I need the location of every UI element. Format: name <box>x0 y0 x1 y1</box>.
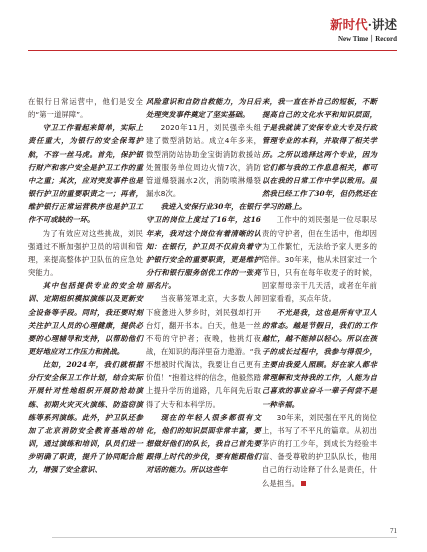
paragraph-text: 在银行日常运营中，他们是安全的“第一道屏障”。 <box>28 97 143 120</box>
masthead <box>330 18 397 44</box>
article-column-1 <box>28 95 143 477</box>
paragraph <box>146 411 261 477</box>
paragraph <box>262 95 377 213</box>
paragraph <box>262 411 377 490</box>
section-name: 讲述 <box>371 17 397 32</box>
article-column-3 <box>262 95 377 490</box>
magazine-name: 新时代 <box>330 17 368 32</box>
paragraph <box>28 121 143 226</box>
masthead-subtitle: New Time｜Record <box>337 35 397 43</box>
paragraph-text: 30年来，刘民强在平凡的岗位上，书写了不平凡的篇章。从初出茅庐的打工少年，到成长为经验丰富、备受尊敬的护卫队队长，他用自己的行动诠释了什么是责任，什么是担当。 <box>262 412 377 488</box>
paragraph-text: 不光是我，这也是所有守卫人的常态。越是节假日，我们的工作越忙，越不能掉以轻心。所以在孩子的成长过程中，我参与得很少，主要由我爱人照顾。好在家人都非常理解和支持我的工作，人能为自己喜欢的事业奋斗一辈子何尝不是一种幸福。 <box>262 307 377 409</box>
footer-rule <box>52 537 397 538</box>
paragraph-text: 其中包括提供专业的安全培训、定期组织模拟演练以及更新安全设备等手段。同时，我还要时刻关注护卫人员的心理健康，提供必要的心理辅导和支持，以帮助他们更好地应对工作压力和挑战。 <box>28 281 143 356</box>
masthead-separator: · <box>367 17 372 32</box>
paragraph-text: 为了有效应对这些挑战，刘民强通过不断加强护卫员的培训和管理，来提高整体护卫队伍的应急处突能力。 <box>28 228 143 278</box>
paragraph-text: 守卫工作看起来简单，实际上责任重大，为银行的安全保驾护航，不容一丝马虎。首先，保护银行财产和客户安全是护卫工作的重中之重；其次，应对突发事件也是银行护卫的重要职责之一；再者，维护银行正常运营秩序也是护卫工作不可或缺的一环。 <box>28 123 143 225</box>
paragraph <box>28 279 143 358</box>
paragraph <box>28 227 143 280</box>
paragraph <box>28 358 143 476</box>
paragraph <box>146 95 261 121</box>
end-of-article-mark <box>301 481 306 486</box>
paragraph-text: 当夜幕笼罩北京，大多数人卸下疲惫进入梦乡时，刘民强却打开台灯，翻开书本。白天，他是一丝不苟的守护者；夜晚，他挑灯夜战，在知识的海洋里奋力遨游。“我不想被时代淘汰，我要让自己更有价值！”抱着这样的信念，他毅然踏上提升学历的道路，几年间先后取得了大专和本科学历。 <box>146 294 261 409</box>
paragraph <box>262 306 377 411</box>
masthead-title <box>330 18 397 32</box>
paragraph <box>146 121 261 200</box>
paragraph-text: 比如，2024年，我们就根据分行安全保卫工作计划，结合实际开展针对性地组织开展防抢劫演练、初期火灾灭火演练、防盗窃演练等系列演练。此外，护卫队还参加了北京消防安全教育基地的培训，通过演练和培训，队员们进一步明确了职责，提升了协同配合能力，增强了安全意识、 <box>28 360 143 475</box>
paragraph-text: 来，我一直在补自己的短板，不断提高自己的文化水平和知识层面，于是我就读了安保专业大专及行政管理专业的本科，并取得了相关学历。之所以选择这两个专业，因为它们都与我的工作息息相关，都可以在我的日常工作中学以致用。虽然我已经工作了30年，但仍然还在学习的路上。 <box>262 97 377 212</box>
paragraph-text: 现在的年轻人很多都很有文化，他们的知识层面非常丰富，要想做好他们的队长，我自己首先要跟得上时代的步伐，要有能跟他们对话的能力。所以这些年 <box>146 412 261 475</box>
page-number: 71 <box>390 527 397 535</box>
paragraph-text: 工作中的刘民强是一位尽职尽责的守护者，但在生活中，他却因为工作繁忙，无法给予家人更多的陪伴。30年来，他从未回家过一个节日，只有在每年收麦子的时候，回家帮母亲干几天活，或者在年前回家看看，买点年货。 <box>262 215 377 304</box>
paragraph-text: 风险意识和自防自救能力，为日后处理突发事件奠定了坚实基础。 <box>146 97 261 120</box>
paragraph <box>146 200 261 292</box>
paragraph <box>262 213 377 305</box>
paragraph-text: 我进入安保行业30年，在银行守卫的岗位上度过了16年，这16年来，我对这个岗位有着清晰的认知：在银行，护卫员不仅肩负着守护银行安全的重要职责，更是维护分行和银行服务创优工作的一张亮丽名片。 <box>146 202 261 291</box>
paragraph-text: 2020年11月，刘民强牵头组建了微型消防站。成立4年多来，微型消防站协助金宝街消防救援站处置服务单位周边火情7次，消防管道爆裂漏水2次，消防喷淋爆裂漏水8次。 <box>146 123 261 199</box>
paragraph <box>28 95 143 121</box>
masthead-rule <box>28 50 397 51</box>
article-column-2 <box>146 95 261 477</box>
paragraph <box>146 292 261 410</box>
